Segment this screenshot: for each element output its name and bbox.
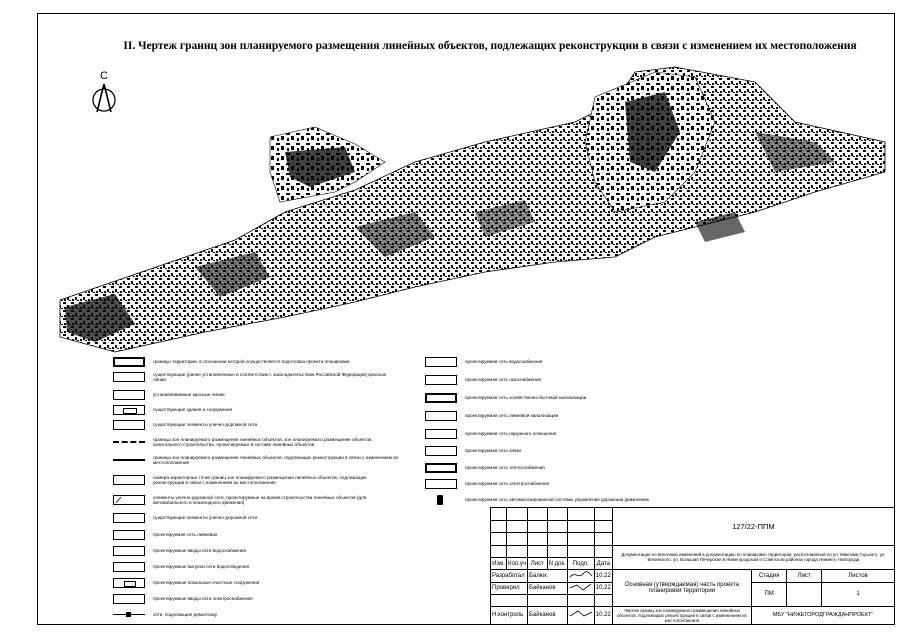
legend-label: проектируемая сеть хозяйственно-бытовой канализации (465, 395, 587, 401)
legend-label: устанавливаемые красные линии (153, 392, 225, 398)
legend-item (113, 513, 398, 523)
legend-label: существующие элементы улично-дорожной сети (153, 422, 258, 428)
legend-item (425, 393, 635, 403)
legend-item (113, 357, 398, 367)
role-developer: Разработал (491, 569, 528, 582)
legend-item (425, 357, 635, 367)
legend-item (425, 411, 635, 421)
header-kol: Кол.уч (506, 558, 527, 569)
organization: МБУ "НИЖЕГОРОДГРАЖДАНПРОЕКТ" (752, 606, 895, 624)
date-normcontrol: 10.22 (594, 606, 612, 624)
legend-symbol (425, 357, 457, 367)
legend-item (113, 495, 398, 505)
legend-symbol (425, 393, 457, 403)
legend-item (425, 479, 635, 489)
legend-item (425, 446, 635, 456)
legend-symbol (425, 429, 457, 439)
legend-item (425, 429, 635, 439)
legend-item (113, 390, 398, 400)
legend-symbol (113, 437, 145, 447)
legend-symbol (113, 594, 145, 604)
role-normcontrol: Н.контроль (491, 606, 528, 624)
section-name: Основная (утверждаемая) часть проекта планировки территории (612, 569, 751, 606)
legend-label: проектируемые вводы сети электроснабжения (153, 596, 253, 602)
legend-label: проектируемая сеть связи (465, 448, 521, 454)
legend-symbol (425, 479, 457, 489)
legend-symbol (425, 446, 457, 456)
sheets-label: Листов (822, 569, 895, 582)
legend-symbol (113, 390, 145, 400)
legend-symbol (425, 411, 457, 421)
legend-label: границы зон планируемого размещения линейных объектов, зон планируемого размещения объектов капитального строительства, проектируемых в составе линейных объектов (153, 437, 372, 448)
sheets-value: 1 (822, 582, 895, 606)
legend-item (113, 530, 398, 540)
legend-symbol (113, 513, 145, 523)
drawing-name: Чертеж границ зон планируемого размещения линейных объектов, подлежащих реконструкции в связи с изменением их местоположения (612, 606, 751, 624)
legend-label: проектируемые выпуски сети водоотведения (153, 564, 250, 570)
legend-label: проектируемая сеть теплоснабжения (465, 465, 545, 471)
legend-label: проектируемая сеть автоматизированной системы управления дорожным движением (465, 497, 649, 503)
name-checker: Байканов (527, 582, 567, 595)
header-izm: Изм. (491, 558, 507, 569)
stage-label: Стадия (752, 569, 787, 582)
legend-label: существующие (ранее установленные в соответствии с законодательством Российской Федерации) красные линии (153, 372, 387, 383)
legend-symbol (113, 610, 145, 620)
legend-symbol (113, 372, 145, 382)
legend-symbol (113, 420, 145, 430)
page-title: II. Чертеж границ зон планируемого размещения линейных объектов, подлежащих реконструкции в связи с изменением их местоположения (123, 40, 857, 52)
legend-symbol (113, 357, 145, 367)
header-ndok: N док. (547, 558, 567, 569)
legend-item (113, 455, 398, 465)
legend-item (113, 594, 398, 604)
legend-item (113, 562, 398, 572)
legend-item (113, 372, 398, 382)
legend-label: границы территории, в отношении которой осуществляется подготовка проекта планировки (153, 359, 350, 365)
legend-symbol (113, 530, 145, 540)
signature-checker (567, 582, 594, 595)
legend-item (425, 495, 705, 505)
date-checker: 10.22 (594, 582, 612, 595)
legend-label: номера характерных точек границ зон планируемого размещения линейных объектов, подлежащих реконструкции в связи с изменением их местоположения (153, 475, 367, 486)
legend-symbol (113, 405, 145, 415)
legend-symbol (113, 495, 145, 505)
role-checker: Проверил (491, 582, 528, 595)
legend-symbol (113, 578, 145, 588)
legend-symbol (425, 495, 457, 505)
legend-label: существующие здания и сооружения (153, 407, 233, 413)
sheet-value (787, 582, 822, 606)
stage-value: ПМ (752, 582, 787, 606)
legend-label: проектируемые вводы сети водоснабжения (153, 548, 246, 554)
legend-symbol (425, 375, 457, 385)
name-normcontrol: Байканов (527, 606, 567, 624)
title-block (490, 507, 895, 625)
legend-item (113, 405, 398, 415)
legend-label: проектируемая сеть ливневая (153, 532, 218, 538)
drawing-code: 127/22-ППМ (612, 508, 894, 546)
legend-label: элементы улично-дорожной сети, проектируемые на время строительства линейных объектов (для автомобильного и пешеходного движения) (153, 495, 367, 506)
legend-item (113, 610, 398, 620)
name-developer: Балюк (527, 569, 567, 582)
header-date: Дата (594, 558, 612, 569)
header-list: Лист (527, 558, 547, 569)
header-podp: Подп. (567, 558, 594, 569)
legend-label: проектируемая сеть водоснабжения (465, 359, 543, 365)
legend-label: сети, подлежащие демонтажу (153, 612, 218, 618)
document-description: Документация по внесению изменений в документацию по планировке территории, расположенной по ул. Максима Горького, ул. Белинского, ул. Большая Печерская в Нижегородском и Советском районах города Нижнего Новгорода (612, 545, 894, 569)
legend-label: проектируемые локальные очистные сооружения (153, 580, 260, 586)
legend-label: границы зон планируемого размещения линейных объектов, подлежащих реконструкции в связи с изменением их местоположения (153, 455, 398, 466)
signature-developer (567, 569, 594, 582)
legend-item (113, 578, 398, 588)
legend-item (113, 420, 398, 430)
legend-label: проектируемая сеть ливневой канализации (465, 413, 559, 419)
legend-symbol (113, 546, 145, 556)
legend-label: проектируемая сеть электроснабжения (465, 481, 550, 487)
legend-item (425, 463, 635, 473)
legend-item (425, 375, 635, 385)
legend-symbol (113, 562, 145, 572)
signature-normcontrol (567, 606, 594, 624)
legend-symbol (113, 455, 145, 465)
legend-symbol (113, 475, 145, 485)
legend-label: проектируемая сеть газоснабжения (465, 377, 542, 383)
site-map (55, 62, 890, 365)
legend-item (113, 546, 398, 556)
legend-label: существующие элементы улично-дорожной сети (153, 515, 258, 521)
legend-item (113, 437, 398, 447)
sheet-label: Лист (787, 569, 822, 582)
legend-item (113, 475, 398, 485)
legend-label: проектируемая сеть наружного освещения (465, 431, 557, 437)
north-letter: С (100, 70, 108, 82)
date-developer: 10.22 (594, 569, 612, 582)
legend-symbol (425, 463, 457, 473)
